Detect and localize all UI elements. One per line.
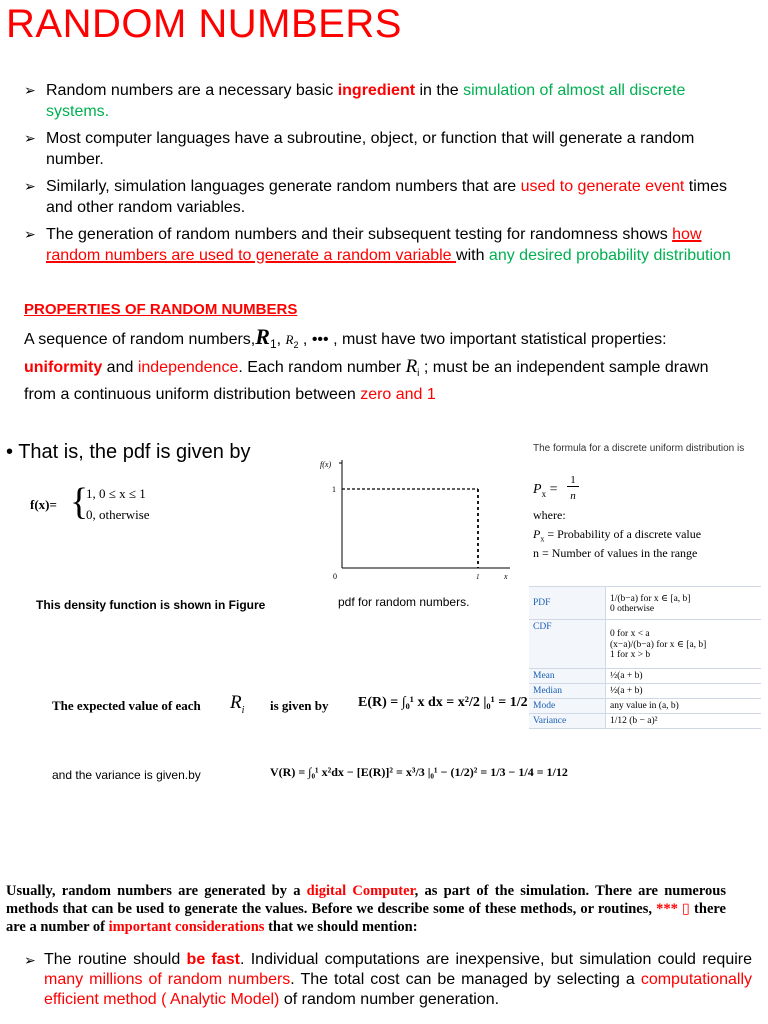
highlight-ingredient: ingredient	[337, 82, 416, 99]
table-row: Median ½(a + b)	[529, 684, 761, 699]
variance-text: and the variance is given.by	[52, 768, 201, 782]
left-brace-icon: {	[70, 481, 89, 523]
graph-caption: pdf for random numbers.	[338, 595, 470, 609]
highlight-used-to-generate: used to generate event	[520, 178, 685, 195]
highlight-uniformity: uniformity	[24, 359, 103, 377]
highlight-desired-distribution: any desired probability distribution	[488, 247, 731, 264]
highlight-efficient-method: computationally efficient method ( Analytic Model)	[44, 971, 752, 1008]
bullet-routine-fast: ➢ The routine should be fast. Individual computations are inexpensive, but simulation could require many millions of random numbers. The total cost can be managed by selecting a computationally efficient method ( Analytic Model) of random number generation.	[24, 951, 752, 1008]
table-row: PDF 1/(b−a) for x ∈ [a, b] 0 otherwise	[529, 587, 761, 620]
arrow-bullet-icon: ➢	[24, 130, 36, 146]
graph-ylabel: f(x)	[320, 460, 332, 469]
arrow-bullet-icon: ➢	[24, 178, 36, 194]
fraction-numerator: 1	[567, 474, 579, 487]
highlight-asterisks: *** ▯	[656, 901, 690, 917]
highlight-important-considerations: important considerations	[108, 919, 265, 935]
table-row: Variance 1/12 (b − a)²	[529, 714, 761, 729]
arrow-bullet-icon: ➢	[24, 82, 36, 98]
expected-is-given-by: is given by	[270, 698, 329, 713]
arrow-bullet-icon: ➢	[24, 226, 36, 242]
highlight-digital-computer: digital Computer	[306, 883, 415, 899]
variance-formula: V(R) = ∫₀¹ x²dx − [E(R)]² = x³/3 |₀¹ − (1/2)² = 1/3 − 1/4 = 1/12	[270, 765, 568, 779]
table-row: Mean ½(a + b)	[529, 669, 761, 684]
table-row: CDF 0 for x < a (x−a)/(b−a) for x ∈ [a, b] 1 for x > b	[529, 620, 761, 669]
page-title: RANDOM NUMBERS	[6, 2, 402, 46]
highlight-be-fast: be fast	[186, 951, 240, 968]
graph-y-one-label: 1	[332, 485, 336, 494]
symbol-r2: R	[285, 332, 294, 347]
intro-bullet-list	[24, 80, 744, 272]
pdf-formula: f(x)= { 1, 0 ≤ x ≤ 1 0, otherwise	[30, 481, 150, 523]
uniform-distribution-table	[529, 586, 761, 729]
bullet-simulation-languages: ➢ Similarly, simulation languages generate random numbers that are used to generate event times and other random variables.	[24, 178, 727, 216]
density-caption: This density function is shown in Figure	[36, 598, 266, 612]
expected-value-text: The expected value of each	[52, 698, 201, 713]
pdf-intro-bullet: • That is, the pdf is given by	[6, 441, 251, 463]
expected-value-formula: E(R) = ∫₀¹ x dx = x²/2 |₀¹ = 1/2	[358, 695, 528, 710]
properties-heading: PROPERTIES OF RANDOM NUMBERS	[24, 301, 298, 318]
bullet-ingredient: ➢ Random numbers are a necessary basic ingredient in the simulation of almost all discrete systems.	[24, 82, 686, 120]
symbol-ri: R	[405, 356, 418, 378]
graph-x-one-label: 1	[476, 573, 480, 581]
symbol-ri-expected: $R_i$	[230, 692, 245, 716]
arrow-bullet-icon: ➢	[24, 952, 36, 968]
uniform-pdf-graph	[310, 450, 520, 590]
bullet-languages: ➢ Most computer languages have a subroutine, object, or function that will generate a random number.	[24, 130, 695, 168]
highlight-many-millions: many millions of random numbers	[44, 971, 291, 988]
highlight-independence: independence	[137, 359, 239, 377]
bullet-generation-testing: ➢ The generation of random numbers and their subsequent testing for randomness shows how random numbers are used to generate a random variable with any desired probability distribution	[24, 226, 731, 264]
discrete-formula-intro: The formula for a discrete uniform distribution is	[533, 443, 745, 454]
graph-xvar-label: x	[504, 572, 508, 581]
highlight-random-variable: how random numbers are used to generate a random variable	[46, 226, 702, 264]
sequence-paragraph: A sequence of random $numbers,R_1$, $R_2$ , ••• , must have two important statistical properties: uniformity and independence. Each random number $R_i$ ; must be an independent sample drawn from a continuous uniform distribution between zero and 1	[24, 324, 709, 404]
table-row: Mode any value in (a, b)	[529, 699, 761, 714]
fraction-denominator: n	[570, 490, 576, 502]
highlight-simulation: simulation of almost all discrete systems.	[46, 82, 686, 120]
graph-origin-label: 0	[333, 572, 337, 581]
considerations-paragraph: Usually, random numbers are generated by a digital Computer, as part of the simulation. There are numerous methods that can be used to generate the values. Before we describe some of these methods, or routines, *** ▯ there are a number of important considerations that we should mention:	[6, 883, 726, 935]
highlight-zero-and-one: zero and 1	[360, 386, 436, 404]
symbol-r1: R	[255, 324, 270, 349]
discrete-formula: $P_x$ = 1 n where: $P_x$ = Probability of a discrete value n = Number of values in the range	[533, 474, 702, 560]
